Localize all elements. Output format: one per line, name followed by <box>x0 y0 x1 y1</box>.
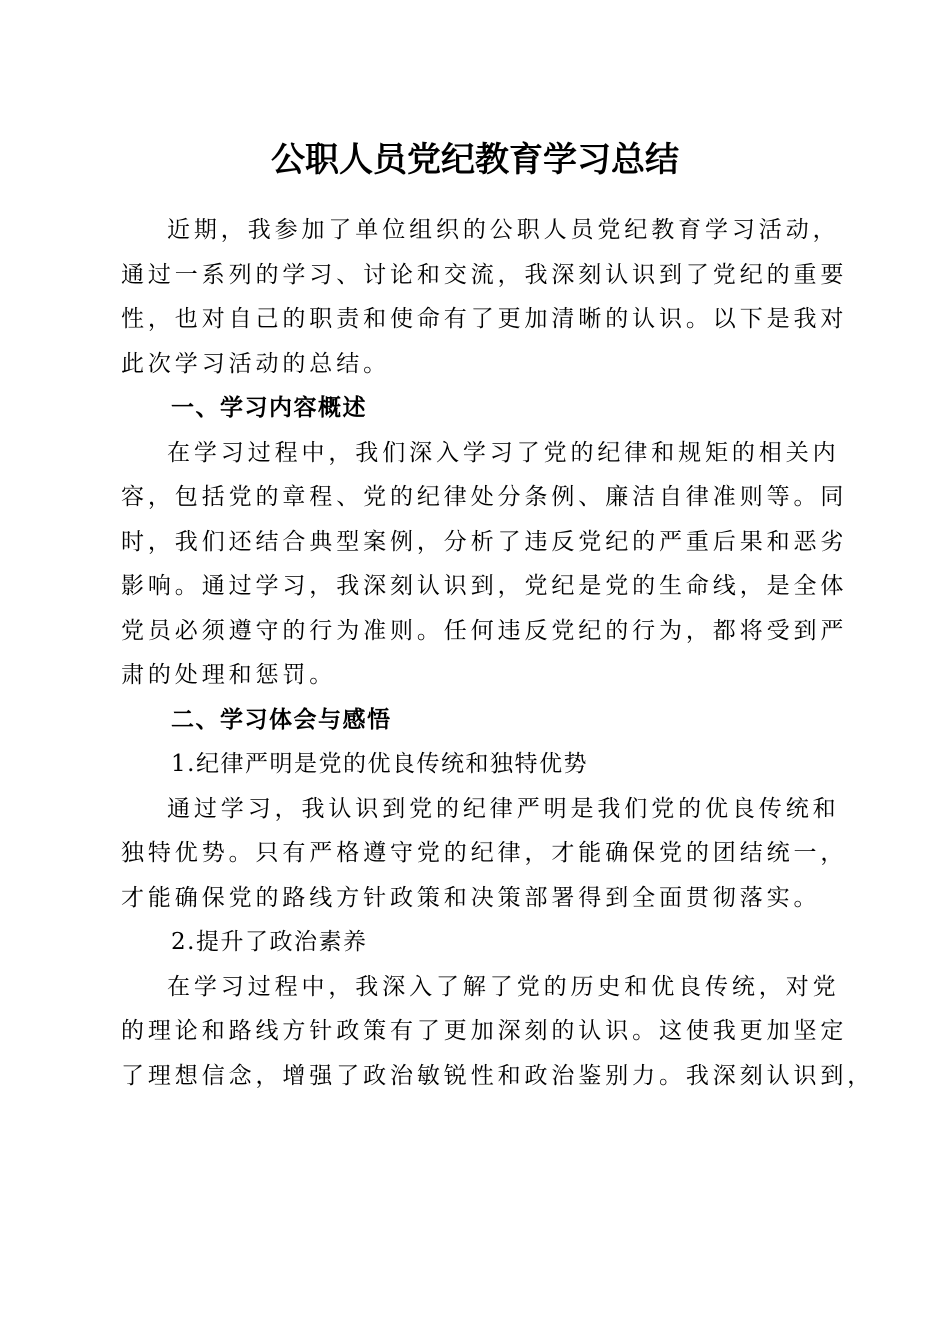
text-line: 容，包括党的章程、党的纪律处分条例、廉洁自律准则等。同 <box>121 484 848 510</box>
text-line: 通过一系列的学习、讨论和交流，我深刻认识到了党纪的重要 <box>121 261 848 288</box>
text-line: 独特优势。只有严格遵守党的纪律，才能确保党的团结统一， <box>121 840 848 866</box>
text-line: 在学习过程中，我们深入学习了党的纪律和规矩的相关内 <box>167 439 840 466</box>
subsection-heading: 1.纪律严明是党的优良传统和独特优势 <box>171 751 588 777</box>
text-line: 影响。通过学习，我深刻认识到，党纪是党的生命线，是全体 <box>121 573 848 599</box>
text-line: 时，我们还结合典型案例，分析了违反党纪的严重后果和恶劣 <box>121 528 848 555</box>
text-line: 此次学习活动的总结。 <box>121 350 390 377</box>
document-title: 公职人员党纪教育学习总结 <box>271 140 679 180</box>
text-line: 近期，我参加了单位组织的公职人员党纪教育学习活动， <box>167 217 840 243</box>
text-line: 党员必须遵守的行为准则。任何违反党纪的行为，都将受到严 <box>121 617 848 644</box>
section-heading: 一、学习内容概述 <box>171 395 367 421</box>
text-line: 性，也对自己的职责和使命有了更加清晰的认识。以下是我对 <box>121 306 848 332</box>
section-heading: 二、学习体会与感悟 <box>171 706 392 733</box>
text-line: 才能确保党的路线方针政策和决策部署得到全面贯彻落实。 <box>121 884 821 911</box>
subsection-paragraph <box>121 965 875 1099</box>
text-line: 肃的处理和惩罚。 <box>121 662 337 688</box>
subsection-heading: 2.提升了政治素养 <box>171 929 368 955</box>
intro-paragraph <box>121 208 848 386</box>
section-paragraph <box>121 431 848 698</box>
document-body <box>121 208 875 1098</box>
text-line: 通过学习，我认识到党的纪律严明是我们党的优良传统和 <box>167 795 840 822</box>
text-line: 在学习过程中，我深入了解了党的历史和优良传统，对党 <box>167 973 840 1000</box>
text-line: 了理想信念，增强了政治敏锐性和政治鉴别力。我深刻认识到， <box>121 1062 875 1089</box>
text-line: 的理论和路线方针政策有了更加深刻的认识。这使我更加坚定 <box>121 1018 848 1044</box>
subsection-paragraph <box>121 787 848 921</box>
